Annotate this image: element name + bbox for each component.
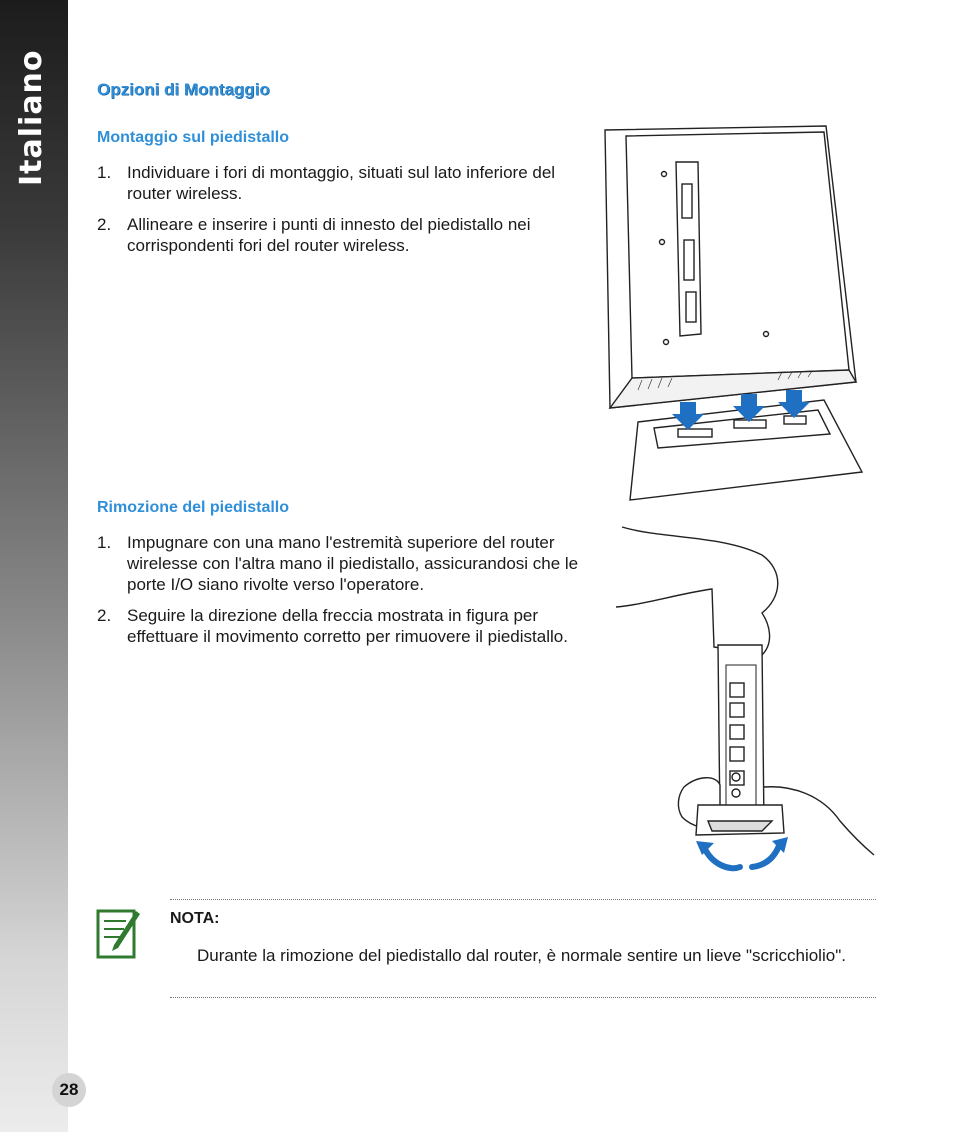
note-top-divider	[170, 899, 876, 900]
removal-step-2: 2. Seguire la direzione della freccia mostrata in figura per effettuare il movimento corretto per rimuovere il piedistallo.	[97, 606, 568, 646]
page-number: 28	[52, 1073, 86, 1107]
removal-illustration	[612, 525, 878, 890]
section-title: Opzioni di Montaggio	[97, 80, 270, 99]
mounting-steps	[97, 162, 587, 266]
mounting-heading: Montaggio sul piedistallo	[97, 129, 289, 146]
language-label: Italiano	[14, 49, 49, 186]
mounting-illustration	[598, 122, 870, 504]
note-bottom-divider	[170, 997, 876, 998]
mounting-step-2: 2. Allineare e inserire i punti di innesto del piedistallo nei corrispondenti fori del router wireless.	[97, 215, 531, 255]
removal-step-1: 1. Impugnare con una mano l'estremità superiore del router wirelesse con l'altra mano il piedistallo, assicurandosi che le porte I/O siano rivolte verso l'operatore.	[97, 533, 579, 594]
note-title: NOTA:	[170, 910, 220, 927]
note-text: Durante la rimozione del piedistallo dal router, è normale sentire un lieve "scricchiolio".	[197, 946, 846, 965]
note-pencil-icon	[96, 905, 142, 961]
removal-steps	[97, 532, 587, 657]
mounting-step-1: 1. Individuare i fori di montaggio, situati sul lato inferiore del router wireless.	[97, 163, 556, 203]
removal-heading: Rimozione del piedistallo	[97, 499, 290, 516]
language-side-tab	[0, 0, 68, 1132]
